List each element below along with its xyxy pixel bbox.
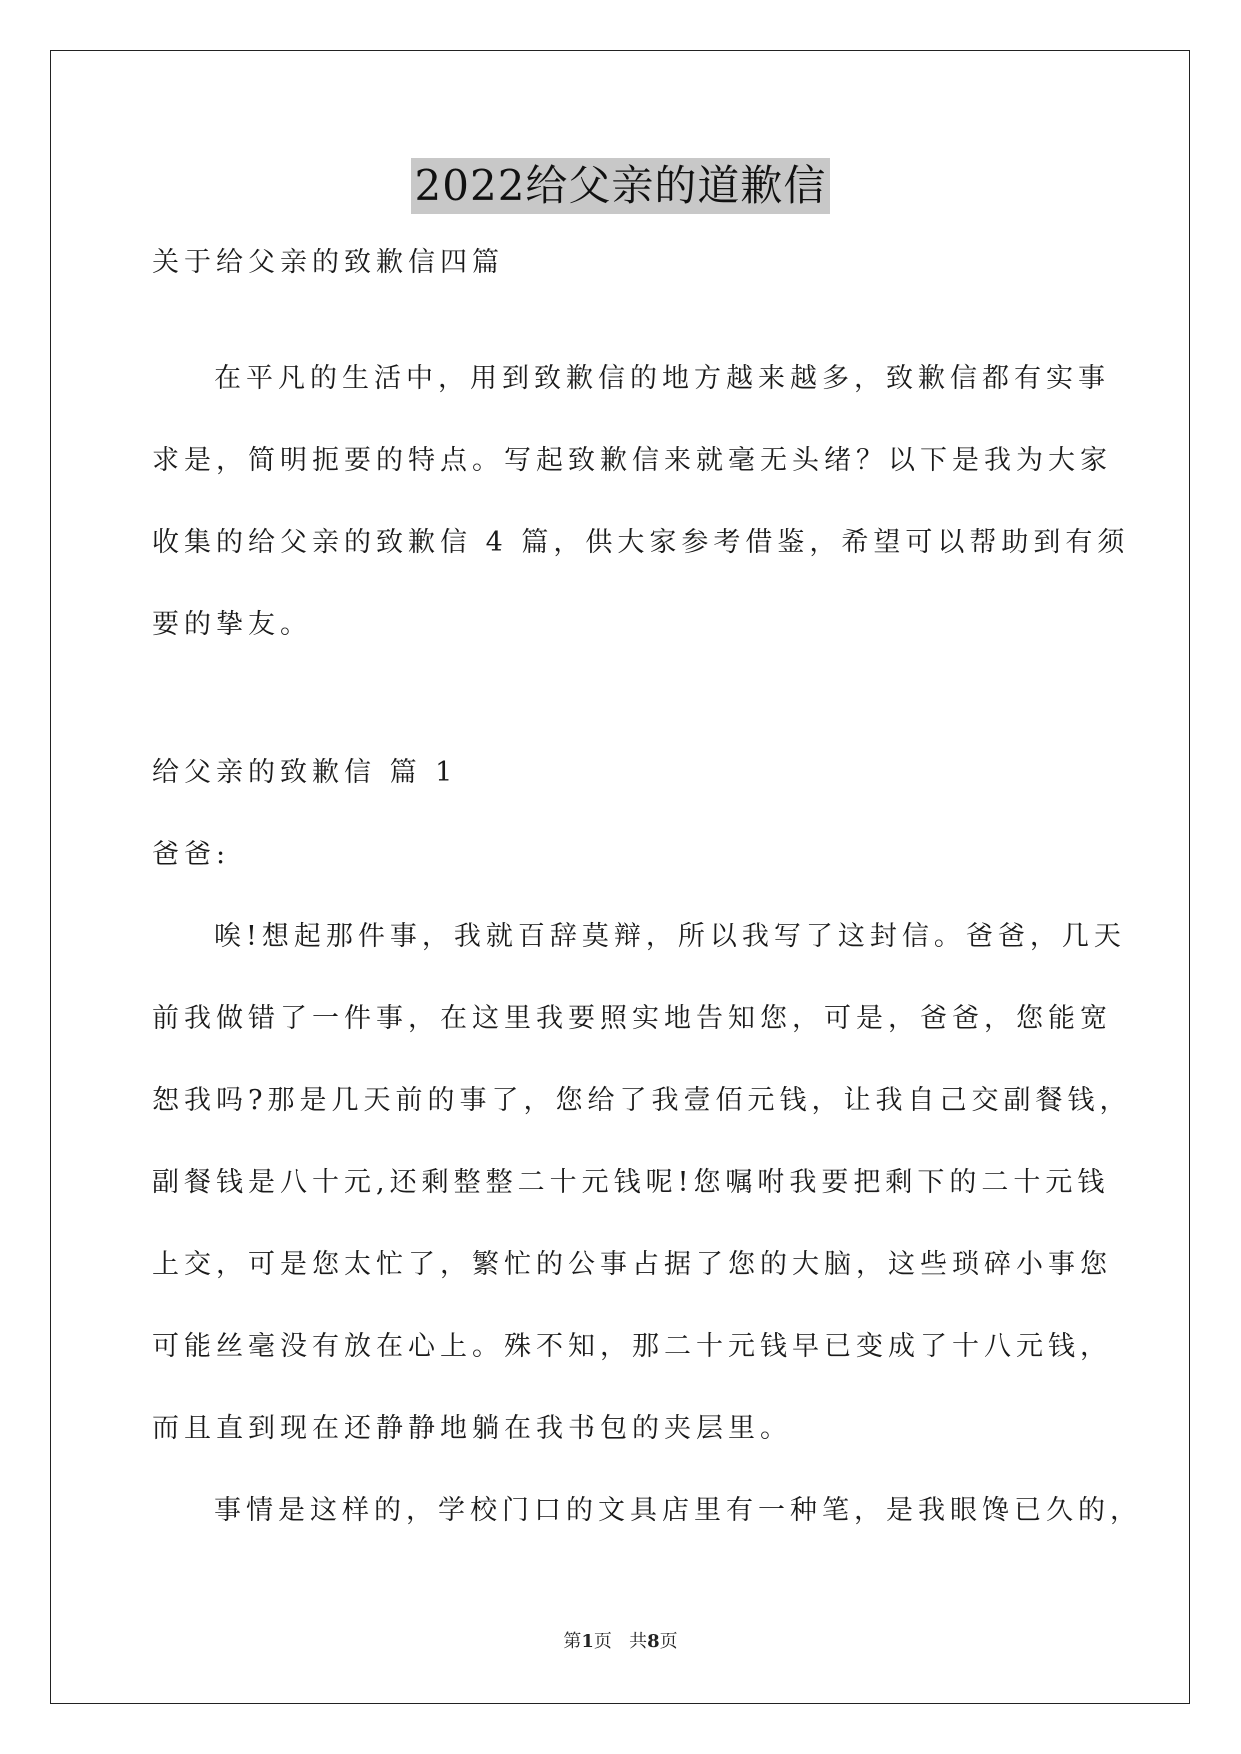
document-subtitle: 关于给父亲的致歉信四篇 xyxy=(152,247,504,278)
paragraph-line: 副餐钱是八十元,还剩整整二十元钱呢!您嘱咐我要把剩下的二十元钱 xyxy=(152,1167,1110,1198)
intro-line: 收集的给父亲的致歉信 4 篇，供大家参考借鉴，希望可以帮助到有须 xyxy=(152,527,1130,558)
intro-line: 在平凡的生活中，用到致歉信的地方越来越多，致歉信都有实事 xyxy=(214,363,1110,394)
footer-page-number: 1 xyxy=(581,1631,594,1652)
page-footer xyxy=(0,1627,1241,1653)
paragraph-line: 前我做错了一件事，在这里我要照实地告知您，可是，爸爸，您能宽 xyxy=(152,1003,1112,1034)
salutation: 爸爸: xyxy=(152,839,231,870)
section-heading: 给父亲的致歉信 篇 1 xyxy=(152,757,458,788)
footer-prefix: 第 xyxy=(563,1631,582,1652)
footer-page-suffix: 页 xyxy=(593,1631,612,1652)
paragraph-line: 事情是这样的，学校门口的文具店里有一种笔，是我眼馋已久的， xyxy=(214,1495,1142,1526)
paragraph-line: 可能丝毫没有放在心上。殊不知，那二十元钱早已变成了十八元钱， xyxy=(152,1331,1112,1362)
paragraph-line: 恕我吗?那是几天前的事了，您给了我壹佰元钱，让我自己交副餐钱， xyxy=(152,1085,1132,1116)
document-body xyxy=(152,238,1142,1568)
paragraph-line: 而且直到现在还静静地躺在我书包的夹层里。 xyxy=(152,1413,792,1444)
paragraph-line: 上交，可是您太忙了，繁忙的公事占据了您的大脑，这些琐碎小事您 xyxy=(152,1249,1112,1280)
title-container xyxy=(0,158,1241,214)
footer-total-prefix: 共 xyxy=(629,1631,648,1652)
intro-line: 求是，简明扼要的特点。写起致歉信来就毫无头绪？以下是我为大家 xyxy=(152,445,1112,476)
footer-total-pages: 8 xyxy=(647,1631,660,1652)
intro-line: 要的挚友。 xyxy=(152,609,312,640)
paragraph-line: 唉!想起那件事，我就百辞莫辩，所以我写了这封信。爸爸，几天 xyxy=(214,921,1126,952)
document-title: 2022给父亲的道歉信 xyxy=(411,158,831,214)
footer-total-suffix: 页 xyxy=(659,1631,678,1652)
